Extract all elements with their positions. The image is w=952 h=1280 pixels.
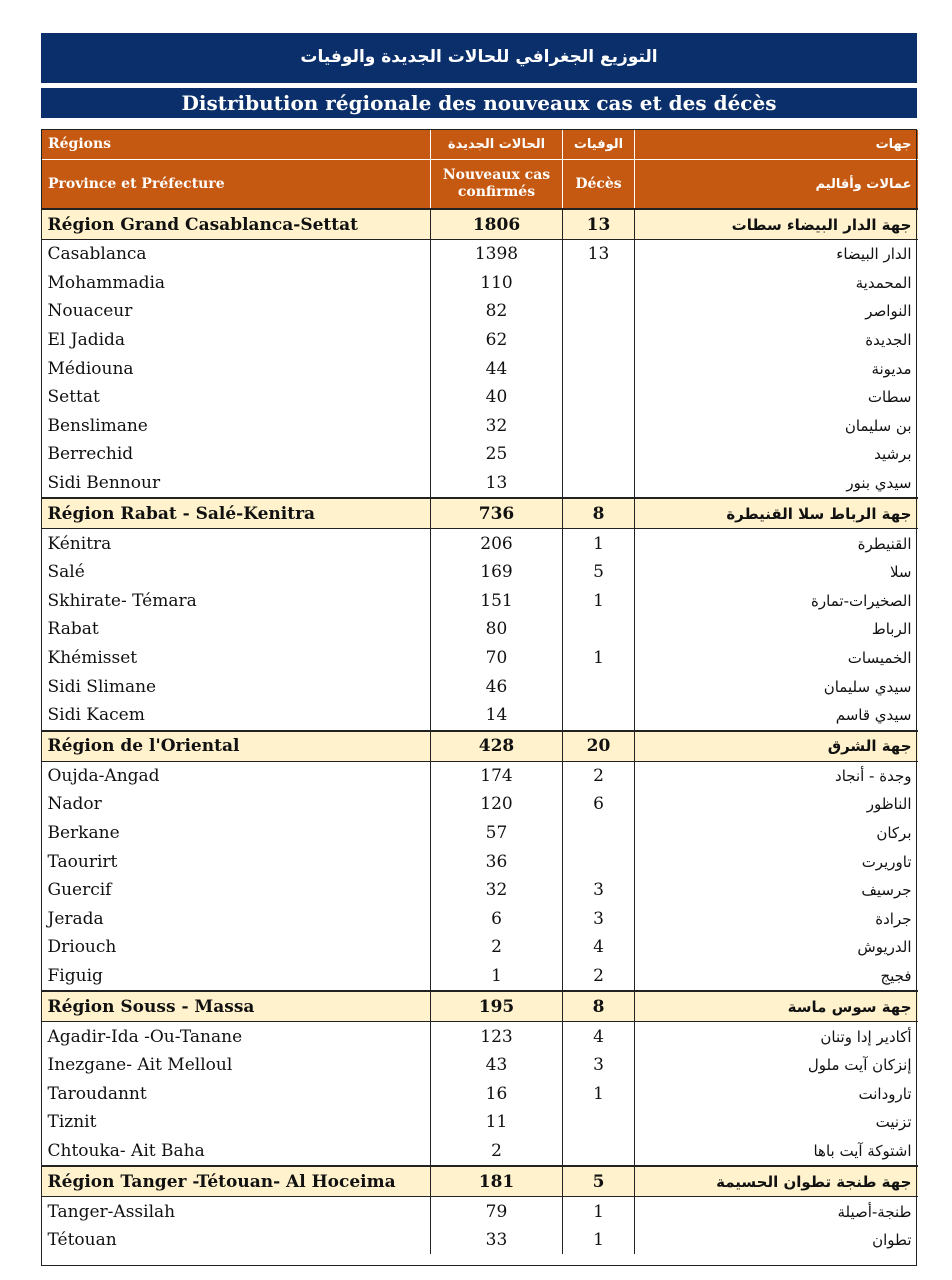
province-cases: 174	[431, 761, 563, 790]
province-row	[42, 1022, 918, 1051]
province-name-fr: Jerada	[47, 908, 104, 929]
province-name-fr: Guercif	[47, 880, 112, 901]
province-row	[42, 1226, 918, 1255]
region-name-fr: Région Grand Casablanca-Settat	[42, 209, 431, 240]
province-name-fr: Salé	[47, 562, 85, 583]
province-cases: 14	[431, 701, 563, 731]
province-name-ar: الصخيرات-تمارة	[635, 587, 918, 616]
province-name-fr: Sidi Slimane	[47, 676, 157, 697]
province-cases: 57	[431, 819, 563, 848]
province-deaths	[563, 469, 635, 499]
region-deaths: 8	[563, 498, 635, 529]
province-name-ar: سيدي سليمان	[635, 672, 918, 701]
province-cases: 120	[431, 790, 563, 819]
province-cases: 46	[431, 672, 563, 701]
province-name-ar: سلا	[635, 558, 918, 587]
province-cases: 43	[431, 1051, 563, 1080]
province-row	[42, 529, 918, 558]
province-row	[42, 615, 918, 644]
province-row	[42, 933, 918, 962]
province-row	[42, 469, 918, 499]
province-name-fr: Taroudannt	[47, 1083, 147, 1104]
province-deaths: 3	[563, 1051, 635, 1080]
province-name-fr: Benslimane	[47, 415, 148, 436]
header-row-regions	[42, 130, 918, 160]
region-cases: 1806	[431, 209, 563, 240]
province-cases: 79	[431, 1197, 563, 1226]
province-row	[42, 269, 918, 298]
title-arabic: التوزيع الجغرافي للحالات الجديدة والوفيات	[41, 33, 917, 83]
province-row	[42, 876, 918, 905]
province-name-fr: Inezgane- Ait Melloul	[47, 1055, 233, 1076]
province-name-fr: Tanger-Assilah	[47, 1201, 176, 1222]
region-row	[42, 991, 918, 1022]
province-name-fr: El Jadida	[47, 330, 126, 351]
province-deaths: 3	[563, 876, 635, 905]
header-regions: Régions	[42, 130, 431, 160]
province-name-fr: Mohammadia	[47, 272, 166, 293]
province-name-fr: Figuig	[47, 965, 103, 986]
province-deaths	[563, 297, 635, 326]
province-name-ar: بركان	[635, 819, 918, 848]
header-province: Province et Préfecture	[42, 160, 431, 210]
province-deaths: 1	[563, 1079, 635, 1108]
header-new-cases-ar: الحالات الجديدة	[431, 130, 563, 160]
province-row	[42, 354, 918, 383]
province-row	[42, 847, 918, 876]
region-name-fr: Région Souss - Massa	[42, 991, 431, 1022]
province-cases: 16	[431, 1079, 563, 1108]
province-deaths: 1	[563, 1226, 635, 1255]
province-cases: 82	[431, 297, 563, 326]
region-cases: 181	[431, 1166, 563, 1197]
province-cases: 44	[431, 354, 563, 383]
province-deaths: 5	[563, 558, 635, 587]
province-row	[42, 701, 918, 731]
province-row	[42, 1197, 918, 1226]
province-cases: 123	[431, 1022, 563, 1051]
province-name-fr: Sidi Kacem	[47, 705, 145, 726]
province-name-fr: Settat	[47, 387, 100, 408]
province-name-fr: Berrechid	[47, 444, 134, 465]
province-name-fr: Médiouna	[47, 358, 134, 379]
region-name-ar: جهة الدار البيضاء سطات	[635, 209, 918, 240]
province-name-ar: القنيطرة	[635, 529, 918, 558]
province-cases: 62	[431, 326, 563, 355]
province-row	[42, 644, 918, 673]
province-deaths: 1	[563, 529, 635, 558]
province-row	[42, 558, 918, 587]
province-row	[42, 1137, 918, 1167]
province-row	[42, 962, 918, 992]
province-name-ar: اشتوكة آيت باها	[635, 1137, 918, 1167]
province-name-ar: سيدي بنور	[635, 469, 918, 499]
province-name-fr: Rabat	[47, 619, 99, 640]
province-deaths	[563, 440, 635, 469]
province-name-fr: Tiznit	[47, 1112, 97, 1133]
province-deaths: 4	[563, 1022, 635, 1051]
province-row	[42, 672, 918, 701]
header-row-provinces	[42, 160, 918, 210]
province-name-ar: مديونة	[635, 354, 918, 383]
region-row	[42, 498, 918, 529]
region-row	[42, 731, 918, 762]
province-row	[42, 761, 918, 790]
header-new-cases: Nouveaux cas confirmés	[431, 160, 563, 210]
province-name-fr: Nador	[47, 794, 102, 815]
province-cases: 70	[431, 644, 563, 673]
province-name-ar: بن سليمان	[635, 412, 918, 441]
province-deaths	[563, 269, 635, 298]
province-name-ar: وجدة - أنجاد	[635, 761, 918, 790]
province-name-ar: أكادير إدا وتنان	[635, 1022, 918, 1051]
region-name-fr: Région de l'Oriental	[42, 731, 431, 762]
province-cases: 110	[431, 269, 563, 298]
province-cases: 206	[431, 529, 563, 558]
province-cases: 80	[431, 615, 563, 644]
province-name-ar: سطات	[635, 383, 918, 412]
region-deaths: 20	[563, 731, 635, 762]
header-regions-ar: جهات	[635, 130, 918, 160]
province-name-ar: تزنيت	[635, 1108, 918, 1137]
province-row	[42, 587, 918, 616]
province-row	[42, 904, 918, 933]
province-cases: 151	[431, 587, 563, 616]
province-cases: 40	[431, 383, 563, 412]
province-cases: 32	[431, 412, 563, 441]
region-cases: 428	[431, 731, 563, 762]
province-deaths: 2	[563, 761, 635, 790]
region-cases: 195	[431, 991, 563, 1022]
province-cases: 36	[431, 847, 563, 876]
header-province-ar: عمالات وأقاليم	[635, 160, 918, 210]
province-name-ar: الجديدة	[635, 326, 918, 355]
region-cases: 736	[431, 498, 563, 529]
province-row	[42, 240, 918, 269]
province-name-ar: الناظور	[635, 790, 918, 819]
province-cases: 2	[431, 933, 563, 962]
province-name-ar: تاوريرت	[635, 847, 918, 876]
province-deaths	[563, 383, 635, 412]
province-deaths	[563, 672, 635, 701]
region-deaths: 5	[563, 1166, 635, 1197]
province-deaths	[563, 412, 635, 441]
province-row	[42, 1079, 918, 1108]
distribution-table	[41, 129, 918, 1254]
province-name-ar: النواصر	[635, 297, 918, 326]
province-row	[42, 819, 918, 848]
province-name-ar: الدار البيضاء	[635, 240, 918, 269]
province-cases: 169	[431, 558, 563, 587]
province-name-fr: Skhirate- Témara	[47, 590, 197, 611]
province-name-ar: فجيج	[635, 962, 918, 992]
province-name-ar: الخميسات	[635, 644, 918, 673]
province-deaths	[563, 615, 635, 644]
region-name-fr: Région Rabat - Salé-Kenitra	[42, 498, 431, 529]
province-cases: 1398	[431, 240, 563, 269]
province-deaths	[563, 354, 635, 383]
province-name-ar: تطوان	[635, 1226, 918, 1255]
province-name-ar: برشيد	[635, 440, 918, 469]
province-deaths	[563, 326, 635, 355]
province-row	[42, 1051, 918, 1080]
province-name-ar: سيدي قاسم	[635, 701, 918, 731]
region-name-ar: جهة سوس ماسة	[635, 991, 918, 1022]
province-deaths	[563, 1108, 635, 1137]
province-cases: 6	[431, 904, 563, 933]
province-deaths: 1	[563, 1197, 635, 1226]
region-name-fr: Région Tanger -Tétouan- Al Hoceima	[42, 1166, 431, 1197]
province-deaths	[563, 819, 635, 848]
province-name-ar: تارودانت	[635, 1079, 918, 1108]
header-deaths-ar: الوفيات	[563, 130, 635, 160]
province-name-fr: Taourirt	[47, 851, 118, 872]
province-deaths	[563, 847, 635, 876]
province-row	[42, 412, 918, 441]
province-deaths: 6	[563, 790, 635, 819]
province-name-fr: Agadir-Ida -Ou-Tanane	[47, 1026, 243, 1047]
region-row	[42, 1166, 918, 1197]
province-name-ar: طنجة-أصيلة	[635, 1197, 918, 1226]
province-row	[42, 440, 918, 469]
province-name-ar: جرادة	[635, 904, 918, 933]
province-name-fr: Driouch	[47, 937, 117, 958]
province-name-fr: Nouaceur	[47, 301, 133, 322]
province-deaths: 1	[563, 644, 635, 673]
province-cases: 1	[431, 962, 563, 992]
region-name-ar: جهة طنجة تطوان الحسيمة	[635, 1166, 918, 1197]
province-name-fr: Sidi Bennour	[47, 473, 161, 494]
province-name-fr: Chtouka- Ait Baha	[47, 1140, 205, 1161]
province-row	[42, 1108, 918, 1137]
province-deaths	[563, 701, 635, 731]
province-cases: 33	[431, 1226, 563, 1255]
province-cases: 11	[431, 1108, 563, 1137]
province-cases: 32	[431, 876, 563, 905]
region-deaths: 8	[563, 991, 635, 1022]
province-deaths: 4	[563, 933, 635, 962]
province-name-fr: Kénitra	[47, 533, 112, 554]
province-name-ar: الرباط	[635, 615, 918, 644]
header-deaths: Décès	[563, 160, 635, 210]
province-name-ar: جرسيف	[635, 876, 918, 905]
province-deaths: 1	[563, 587, 635, 616]
region-name-ar: جهة الرباط سلا القنيطرة	[635, 498, 918, 529]
province-cases: 13	[431, 469, 563, 499]
province-name-ar: المحمدية	[635, 269, 918, 298]
province-row	[42, 297, 918, 326]
province-name-ar: إنزكان آيت ملول	[635, 1051, 918, 1080]
province-row	[42, 790, 918, 819]
province-cases: 25	[431, 440, 563, 469]
province-deaths: 3	[563, 904, 635, 933]
province-name-fr: Tétouan	[47, 1230, 117, 1251]
province-name-fr: Berkane	[47, 822, 120, 843]
table-body	[42, 209, 918, 1254]
province-name-ar: الدريوش	[635, 933, 918, 962]
province-name-fr: Casablanca	[47, 244, 147, 265]
province-name-fr: Khémisset	[47, 648, 138, 669]
province-cases: 2	[431, 1137, 563, 1167]
province-row	[42, 326, 918, 355]
region-deaths: 13	[563, 209, 635, 240]
region-row	[42, 209, 918, 240]
province-deaths: 13	[563, 240, 635, 269]
province-deaths: 2	[563, 962, 635, 992]
region-name-ar: جهة الشرق	[635, 731, 918, 762]
title-french: Distribution régionale des nouveaux cas et des décès	[41, 88, 917, 118]
province-row	[42, 383, 918, 412]
province-deaths	[563, 1137, 635, 1167]
province-name-fr: Oujda-Angad	[47, 765, 160, 786]
